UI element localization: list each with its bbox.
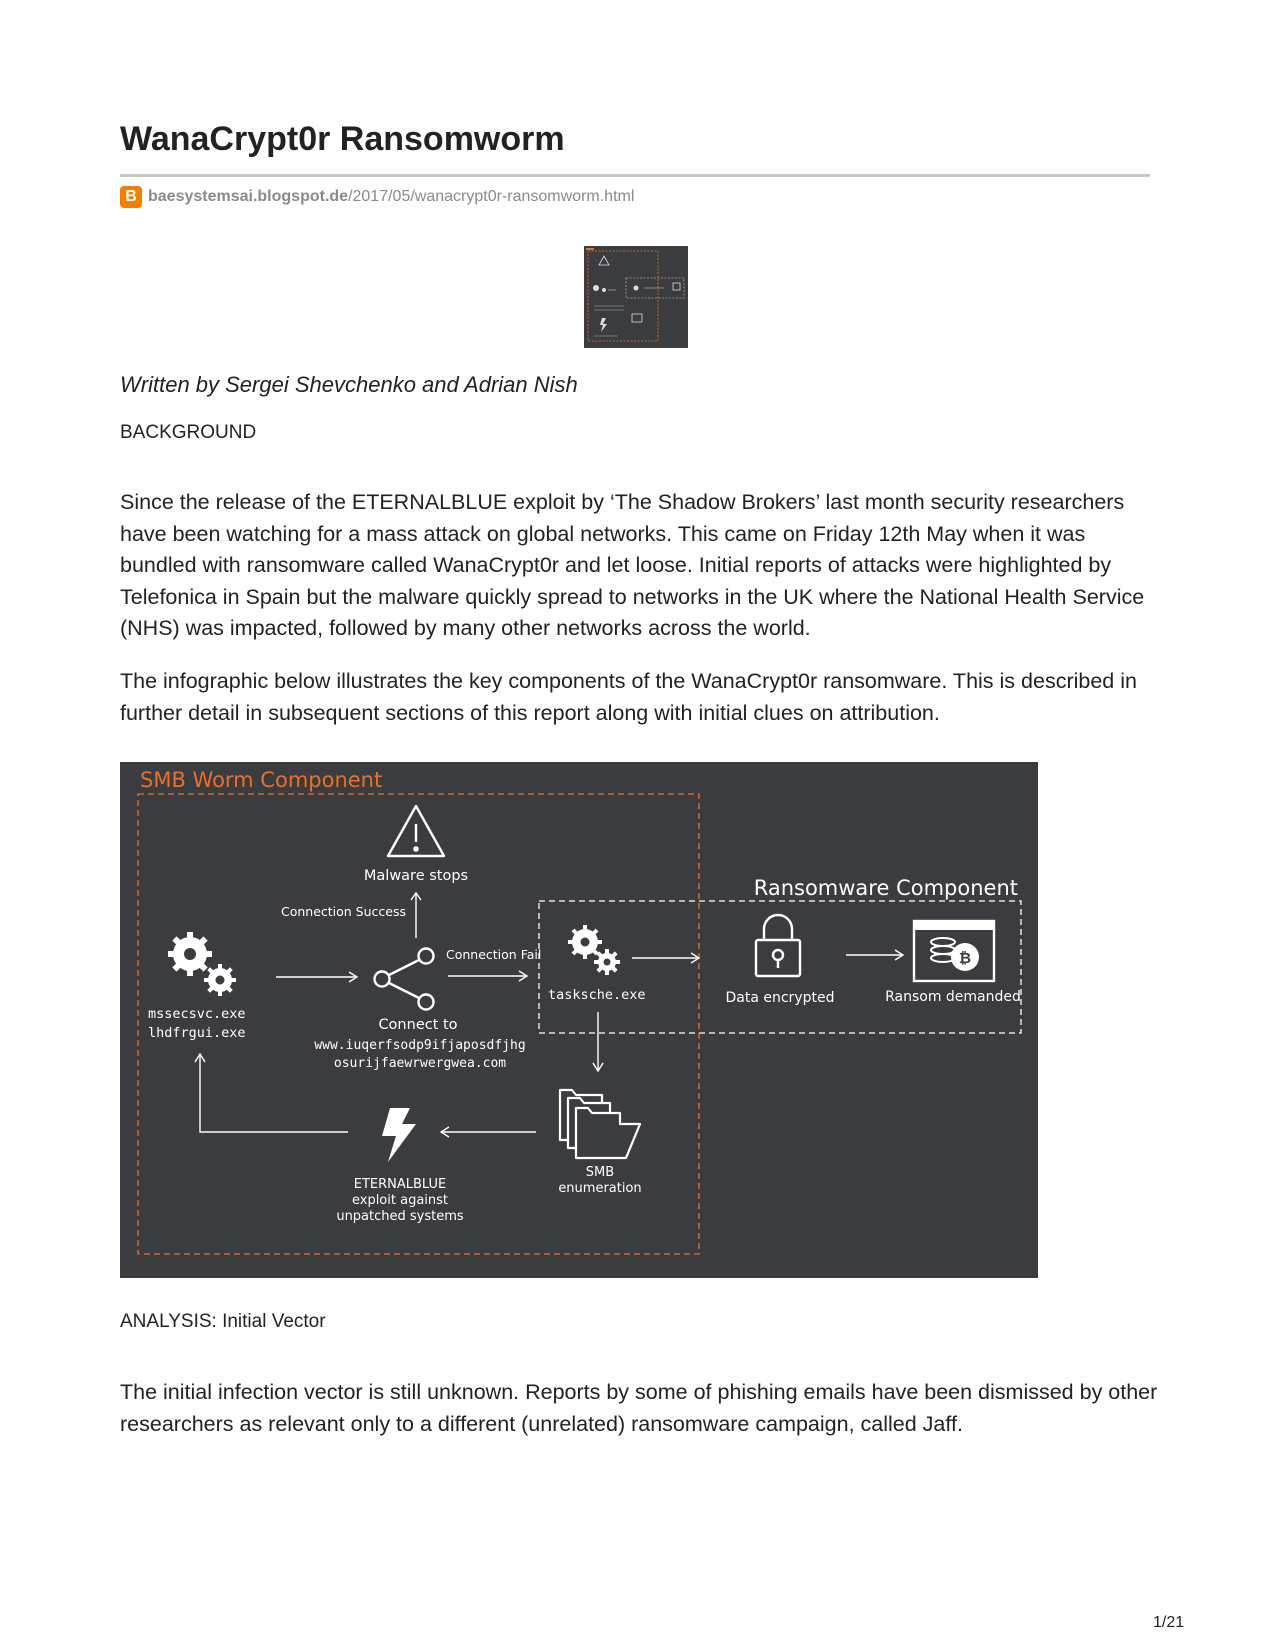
eternalblue-label-line1: ETERNALBLUE (353, 1177, 447, 1192)
blogger-icon: B (120, 186, 142, 208)
smb-label-line1: SMB (585, 1165, 615, 1180)
svg-text:₿: ₿ (958, 949, 972, 967)
malware-stops-label: Malware stops (363, 868, 469, 884)
data-encrypted-label: Data encrypted (725, 990, 835, 1006)
infographic-background (120, 762, 1038, 1278)
connection-success-label: Connection Success (280, 904, 406, 919)
section-heading-analysis: ANALYSIS: Initial Vector (120, 1311, 326, 1332)
exe-name-lhdfrgui: lhdfrgui.exe (148, 1025, 246, 1041)
source-link[interactable] (120, 185, 634, 209)
connect-to-label: Connect to (378, 1017, 458, 1033)
paragraph-infographic-intro: The infographic below illustrates the key components of the WanaCrypt0r ransomware. This is described in further detail in subsequent sections of this report along with initial clues on attribution. (120, 669, 1137, 725)
page-title: WanaCrypt0r Ransomworm (120, 120, 565, 158)
exe-name-mssecsvc: mssecsvc.exe (148, 1006, 246, 1022)
ransom-demanded-label: Ransom demanded (885, 989, 1021, 1005)
page-number: 1/21 (1153, 1614, 1185, 1631)
killswitch-domain-line1: www.iuqerfsodp9ifjaposdfjhg (314, 1038, 526, 1053)
eternalblue-label-line2: exploit against (351, 1193, 449, 1208)
connection-fail-label: Connection Fail (446, 947, 542, 962)
tasksche-exe-label: tasksche.exe (548, 987, 646, 1003)
source-path[interactable]: /2017/05/wanacrypt0r-ransomworm.html (348, 188, 635, 205)
wanacrypt0r-infographic (120, 762, 1038, 1278)
source-domain[interactable]: baesystemsai.blogspot.de (148, 188, 349, 205)
title-divider (120, 174, 1150, 177)
paragraph-initial-vector: The initial infection vector is still unknown. Reports by some of phishing emails have been dismissed by other researchers as relevant only to a different (unrelated) ransomware campaign, called Jaff. (120, 1380, 1158, 1436)
killswitch-domain-line2: osurijfaewrwergwea.com (333, 1056, 507, 1071)
smb-label-line2: enumeration (558, 1181, 642, 1196)
section-heading-background: BACKGROUND (120, 422, 257, 443)
infographic-thumbnail (584, 246, 688, 348)
byline: Written by Sergei Shevchenko and Adrian Nish (120, 372, 578, 397)
paragraph-background: Since the release of the ETERNALBLUE exploit by ‘The Shadow Brokers’ last month security researchers have been watching for a mass attack on global networks. This came on Friday 12th May when it was bundled with ransomware called WanaCrypt0r and let loose. Initial reports of attacks were highlighted by Telefonica in Spain but the malware quickly spread to networks in the UK where the National Health Service (NHS) was impacted, followed by many other networks across the world. (120, 490, 1145, 640)
ransomware-component-title: Ransomware Component (753, 876, 1018, 900)
eternalblue-label-line3: unpatched systems (336, 1209, 464, 1224)
smb-worm-component-title: SMB Worm Component (140, 768, 383, 792)
